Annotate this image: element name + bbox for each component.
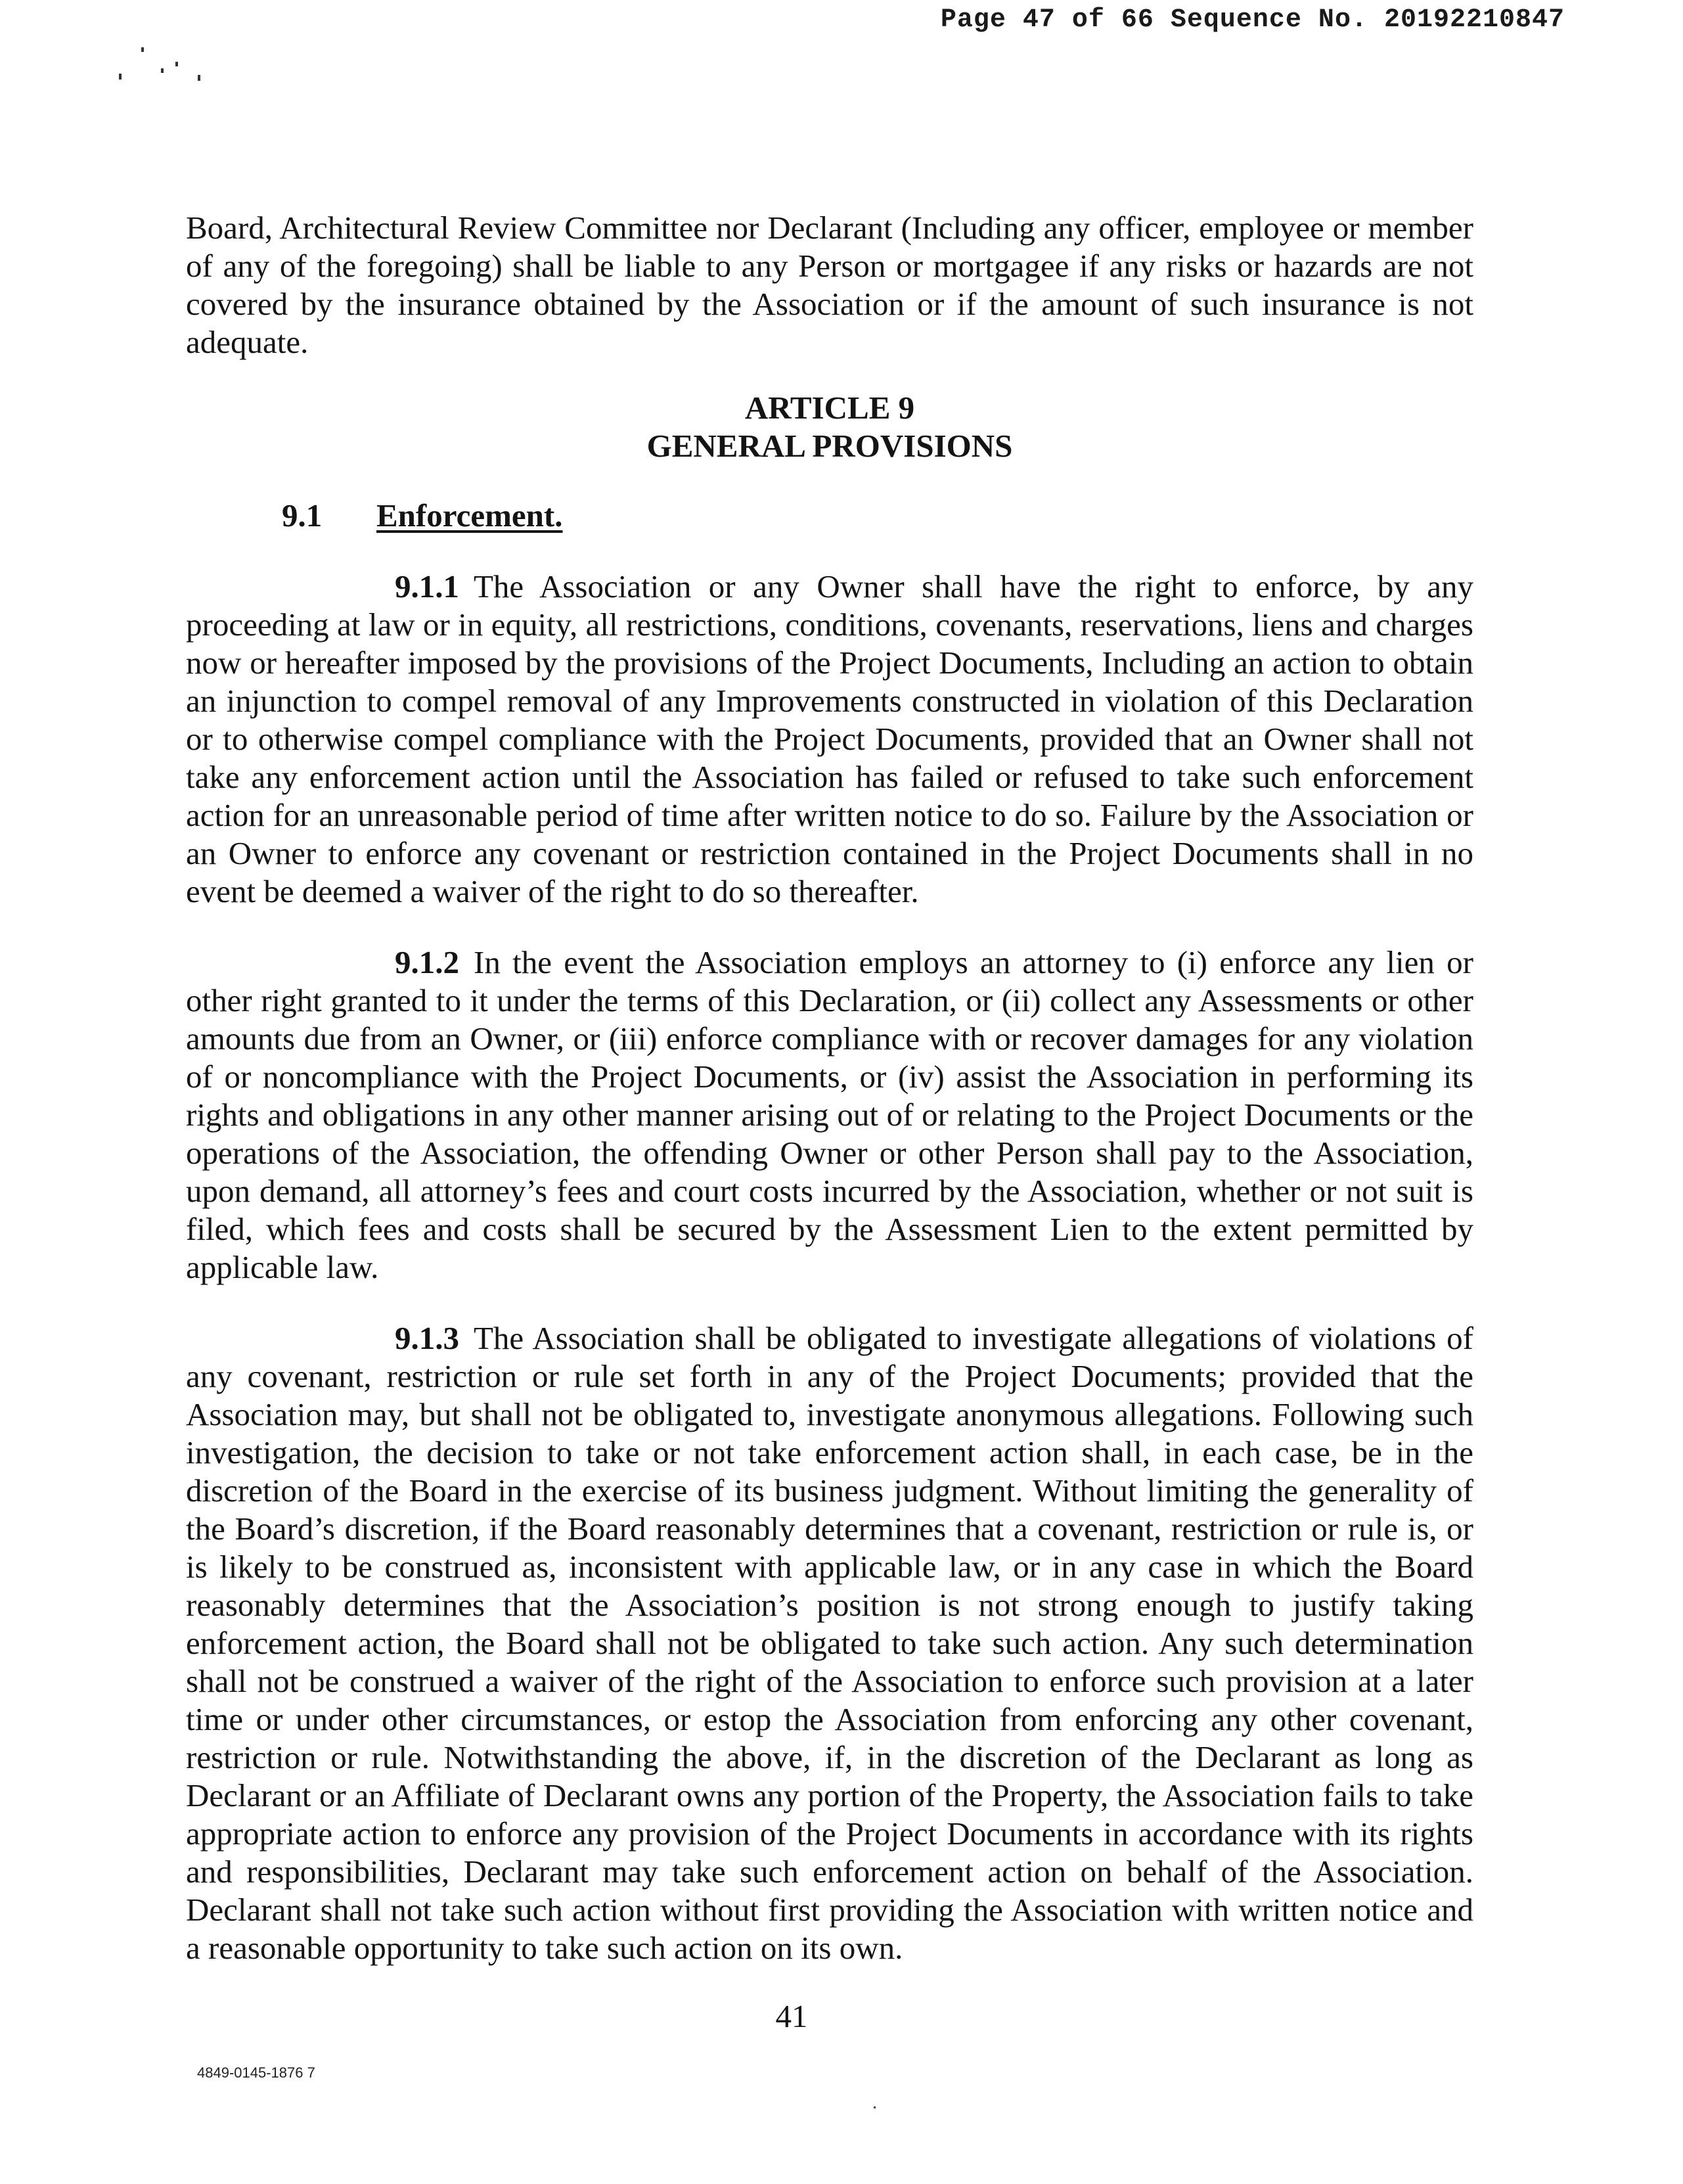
subsection-text: In the event the Association employs an attorney to (i) enforce any lien or other right granted to it under the terms of this Declaration, or (ii) collect any Assessments or other amounts due from an Owner, or (iii) enforce compliance with or recover damages for any violation of or noncompliance with the Project Documents, or (iv) assist the Association in performing its rights and obligations in any other manner arising out of or relating to the Project Documents or the operations of the Association, the offending Owner or other Person shall pay to the Association, upon demand, all attorney’s fees and court costs incurred by the Association, whether or not suit is filed, which fees and costs shall be secured by the Assessment Lien to the extent permitted by applicable law. (186, 944, 1473, 1285)
scan-speck (141, 47, 144, 52)
subsection-text: The Association shall be obligated to investigate allegations of violations of any covenant, restriction or rule set forth in any of the Project Documents; provided that the Association may, but shall not be obligated to, investigate anonymous allegations. Following such investigation, the decision to take or not take enforcement action shall, in each case, be in the discretion of the Board in the exercise of its business judgment. Without limiting the generality of the Board’s discretion, if the Board reasonably determines that a covenant, restriction or rule is, or is likely to be construed as, inconsistent with applicable law, or in any case in which the Board reasonably determines that the Association’s position is not strong enough to justify taking enforcement action, the Board shall not be obligated to take such action. Any such determination shall not be construed a waiver of the right of the Association to enforce such provision at a later time or under other circumstances, or estop the Association from enforcing any other covenant, restriction or rule. Notwithstanding the above, if, in the discretion of the Declarant as long as Declarant or an Affiliate of Declarant owns any portion of the Property, the Association fails to take appropriate action to enforce any provision of the Project Documents in accordance with its rights and responsibilities, Declarant may take such enforcement action on behalf of the Association. Declarant shall not take such action without first providing the Association with written notice and a reasonable opportunity to take such action on its own. (186, 1320, 1473, 1966)
scan-speck (119, 74, 122, 80)
recording-stamp: Page 47 of 66 Sequence No. 20192210847 (940, 5, 1565, 35)
subsection-number: 9.1.1 (395, 568, 459, 604)
article-heading (186, 389, 1473, 465)
article-title: GENERAL PROVISIONS (646, 428, 1013, 464)
scan-speck (175, 62, 178, 66)
continuation-paragraph: Board, Architectural Review Committee nor Declarant (Including any officer, employee or member of any of the foregoing) shall be liable to any Person or mortgagee if any risks or hazards are not covered by the insurance obtained by the Association or if the amount of such insurance is not adequate. (186, 210, 1473, 360)
section-number: 9.1 (282, 497, 323, 534)
subsection-number: 9.1.2 (395, 944, 459, 980)
scan-speck (198, 75, 200, 81)
scan-specks (115, 46, 213, 92)
subsection-text: The Association or any Owner shall have the right to enforce, by any proceeding at law or in equity, all restrictions, conditions, covenants, reservations, liens and charges now or hereafter imposed by the provisions of the Project Documents, Including an action to obtain an injunction to compel removal of any Improvements constructed in violation of this Declaration or to otherwise compel compliance with the Project Documents, provided that an Owner shall not take any enforcement action until the Association has failed or refused to take such enforcement action for an unreasonable period of time after written notice to do so. Failure by the Association or an Owner to enforce any covenant or restriction contained in the Project Documents shall in no event be deemed a waiver of the right to do so thereafter. (186, 568, 1473, 909)
page-number: 41 (775, 1998, 808, 2034)
document-body (186, 209, 1473, 1967)
scan-speck (874, 2106, 876, 2108)
scan-speck (161, 68, 164, 73)
document-id: 4849-0145-1876 7 (197, 2064, 315, 2081)
subsection-9-1-1 (186, 568, 1473, 911)
article-number: ARTICLE 9 (744, 390, 915, 426)
section-title: Enforcement. (376, 497, 563, 534)
subsection-number: 9.1.3 (395, 1320, 459, 1356)
section-heading (186, 497, 1473, 535)
subsection-9-1-2 (186, 944, 1473, 1286)
subsection-9-1-3 (186, 1319, 1473, 1967)
